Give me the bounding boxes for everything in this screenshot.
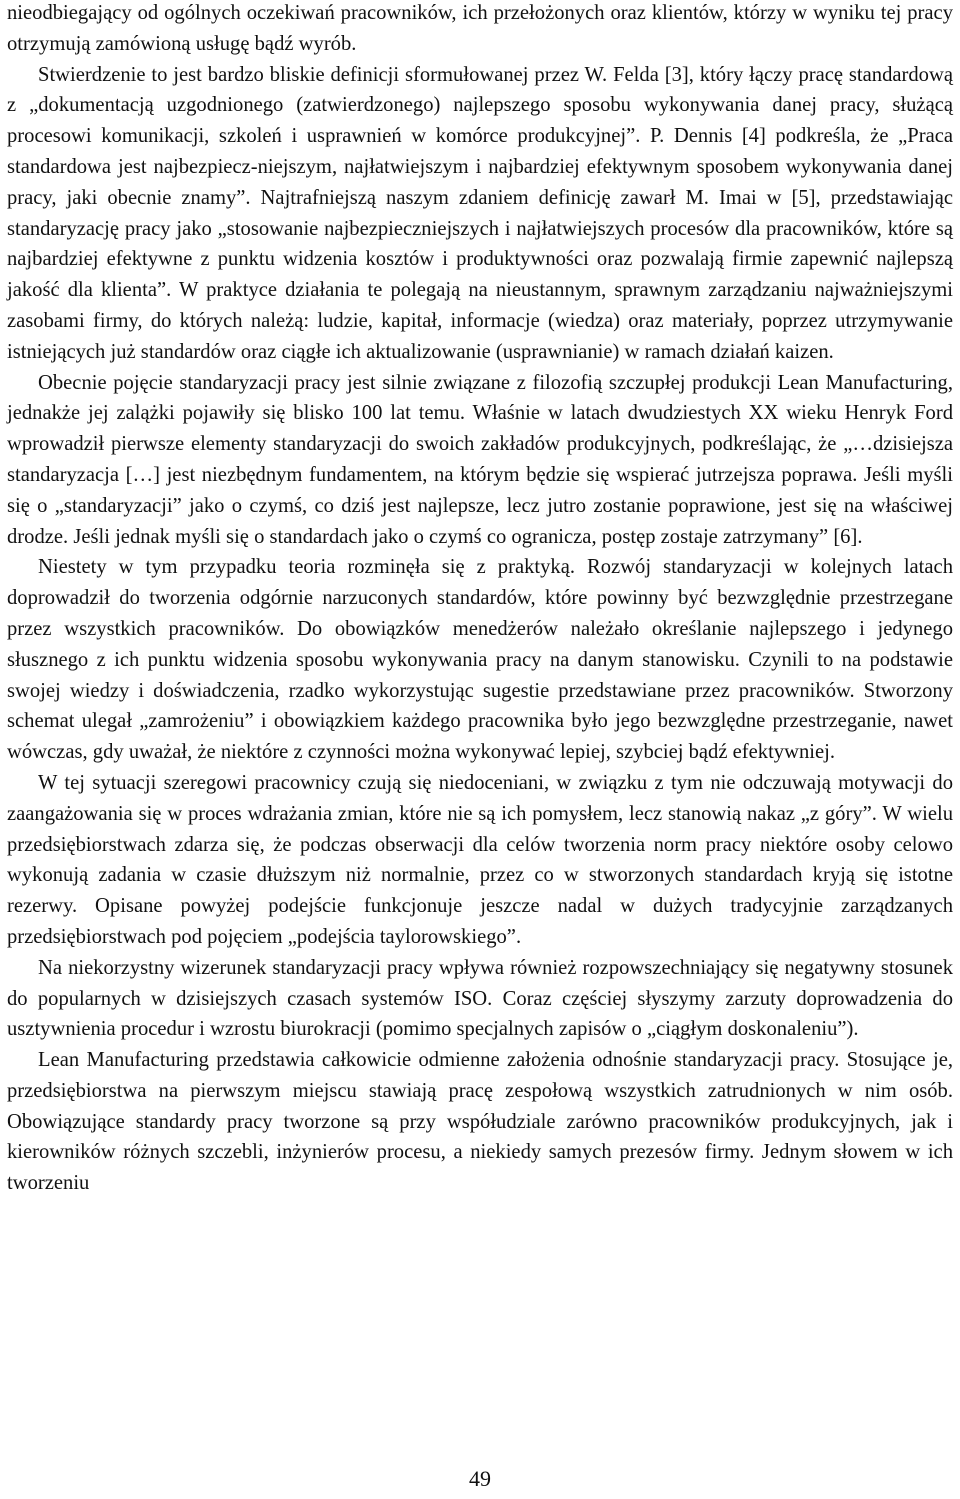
paragraph-definitions: Stwierdzenie to jest bardzo bliskie definicji sformułowanej przez W. Felda [3], który łączy pracę standardową z „dokumentacją uzgodnionego (zatwierdzonego) najlepszego sposobu wykonywania danej pracy, służącą procesowi komunikacji, szkoleń i usprawnień w komórce produkcyjnej”. P. Dennis [4] podkreśla, że „Praca standardowa jest najbezpiecz-niejszym, najłatwiejszym i najbardziej efektywnym sposobem wykonywania danej pracy, jaki obecnie znamy”. Najtrafniejszą naszym zdaniem definicję zawarł M. Imai w [5], przedstawiając standaryzację pracy jako „stosowanie najbezpieczniejszych i najłatwiejszych procesów dla pracowników, które są najbardziej efektywne z punktu widzenia kosztów i produktywności oraz pozwalają firmie zapewnić najlepszą jakość dla klienta”. W praktyce działania te polegają na nieustannym, sprawnym zarządzaniu najważniejszymi zasobami firmy, do których należą: ludzie, kapitał, informacje (wiedza) oraz materiały, poprzez utrzymywanie istniejących już standardów oraz ciągłe ich aktualizowanie (usprawnianie) w ramach działań kaizen. <box>7 63 953 363</box>
paragraph-iso-systems: Na niekorzystny wizerunek standaryzacji pracy wpływa również rozpowszechniający się negatywny stosunek do popularnych w dzisiejszych czasach systemów ISO. Coraz częściej słyszymy zarzuty doprowadzenia do usztywnienia procedur i wzrostu biurokracji (pomimo specjalnych zapisów o „ciągłym doskonaleniu”). <box>7 956 953 1041</box>
paragraph-lean-teamwork: Lean Manufacturing przedstawia całkowicie odmienne założenia odnośnie standaryzacji pracy. Stosujące je, przedsiębiorstwa na pierwszym miejscu stawiają pracę zespołową wszystkich zatrudnionych w nim osób. Obowiązujące standardy pracy tworzone są przy współudziale zarówno pracowników produkcyjnych, jak i kierowników różnych szczebli, inżynierów procesu, a niekiedy samych prezesów firmy. Jednym słowem w ich tworzeniu <box>7 1049 953 1195</box>
paragraph-theory-practice: Niestety w tym przypadku teoria rozminęła się z praktyką. Rozwój standaryzacji w kolejnych latach doprowadził do tworzenia odgórnie narzuconych standardów, które powinny być bezwzględnie przestrzegane przez wszystkich pracowników. Do obowiązków menedżerów należało określanie najlepszego i jedynego słusznego z ich punktu widzenia sposobu wykonywania pracy na danym stanowisku. Czynili to na podstawie swojej wiedzy i doświadczenia, rzadko wykorzystując sugestie przedstawiane przez pracowników. Stworzony schemat ulegał „zamrożeniu” i obowiązkiem każdego pracownika było jego bezwzględne przestrzeganie, nawet wówczas, gdy uważał, że niektóre z czynności można wykonywać lepiej, szybciej bądź efektywniej. <box>7 556 953 764</box>
paragraph-lean-history: Obecnie pojęcie standaryzacji pracy jest silnie związane z filozofią szczupłej produkcji Lean Manufacturing, jednakże jej zalążki pojawiły się blisko 100 lat temu. Właśnie w latach dwudziestych XX wieku Henryk Ford wprowadził pierwsze elementy standaryzacji do swoich zakładów produkcyjnych, podkreślając, że „…dzisiejsza standaryzacja […] jest niezbędnym fundamentem, na którym będzie się wspierać jutrzejsza poprawa. Jeśli myśli się o „standaryzacji” jako o czymś, co dziś jest najlepsze, lecz jutro zostanie poprawione, jest się na właściwej drodze. Jeśli jednak myśli się o standardach jako o czymś co ogranicza, postęp zostaje zatrzymany” [6]. <box>7 371 953 548</box>
paragraph-continuation: nieodbiegający od ogólnych oczekiwań pracowników, ich przełożonych oraz klientów, którzy w wyniku tej pracy otrzymują zamówioną usługę bądź wyrób. <box>7 2 953 55</box>
paragraph-workers-motivation: W tej sytuacji szeregowi pracownicy czują się niedoceniani, w związku z tym nie odczuwają motywacji do zaangażowania się w proces wdrażania zmian, które nie są ich pomysłem, lecz stanowią nakaz „z góry”. W wielu przedsiębiorstwach zdarza się, że podczas obserwacji dla celów tworzenia norm pracy niektóre osoby celowo wykonują zadania w czasie dłuższym niż normalnie, przez co w stworzonych standardach kryją się istotne rezerwy. Opisane powyżej podejście funkcjonuje jeszcze nadal w dużych tradycyjnie zarządzanych przedsiębiorstwach pod pojęciem „podejścia taylorowskiego”. <box>7 771 953 948</box>
body-text <box>7 0 953 1199</box>
page-number: 49 <box>469 1466 491 1491</box>
